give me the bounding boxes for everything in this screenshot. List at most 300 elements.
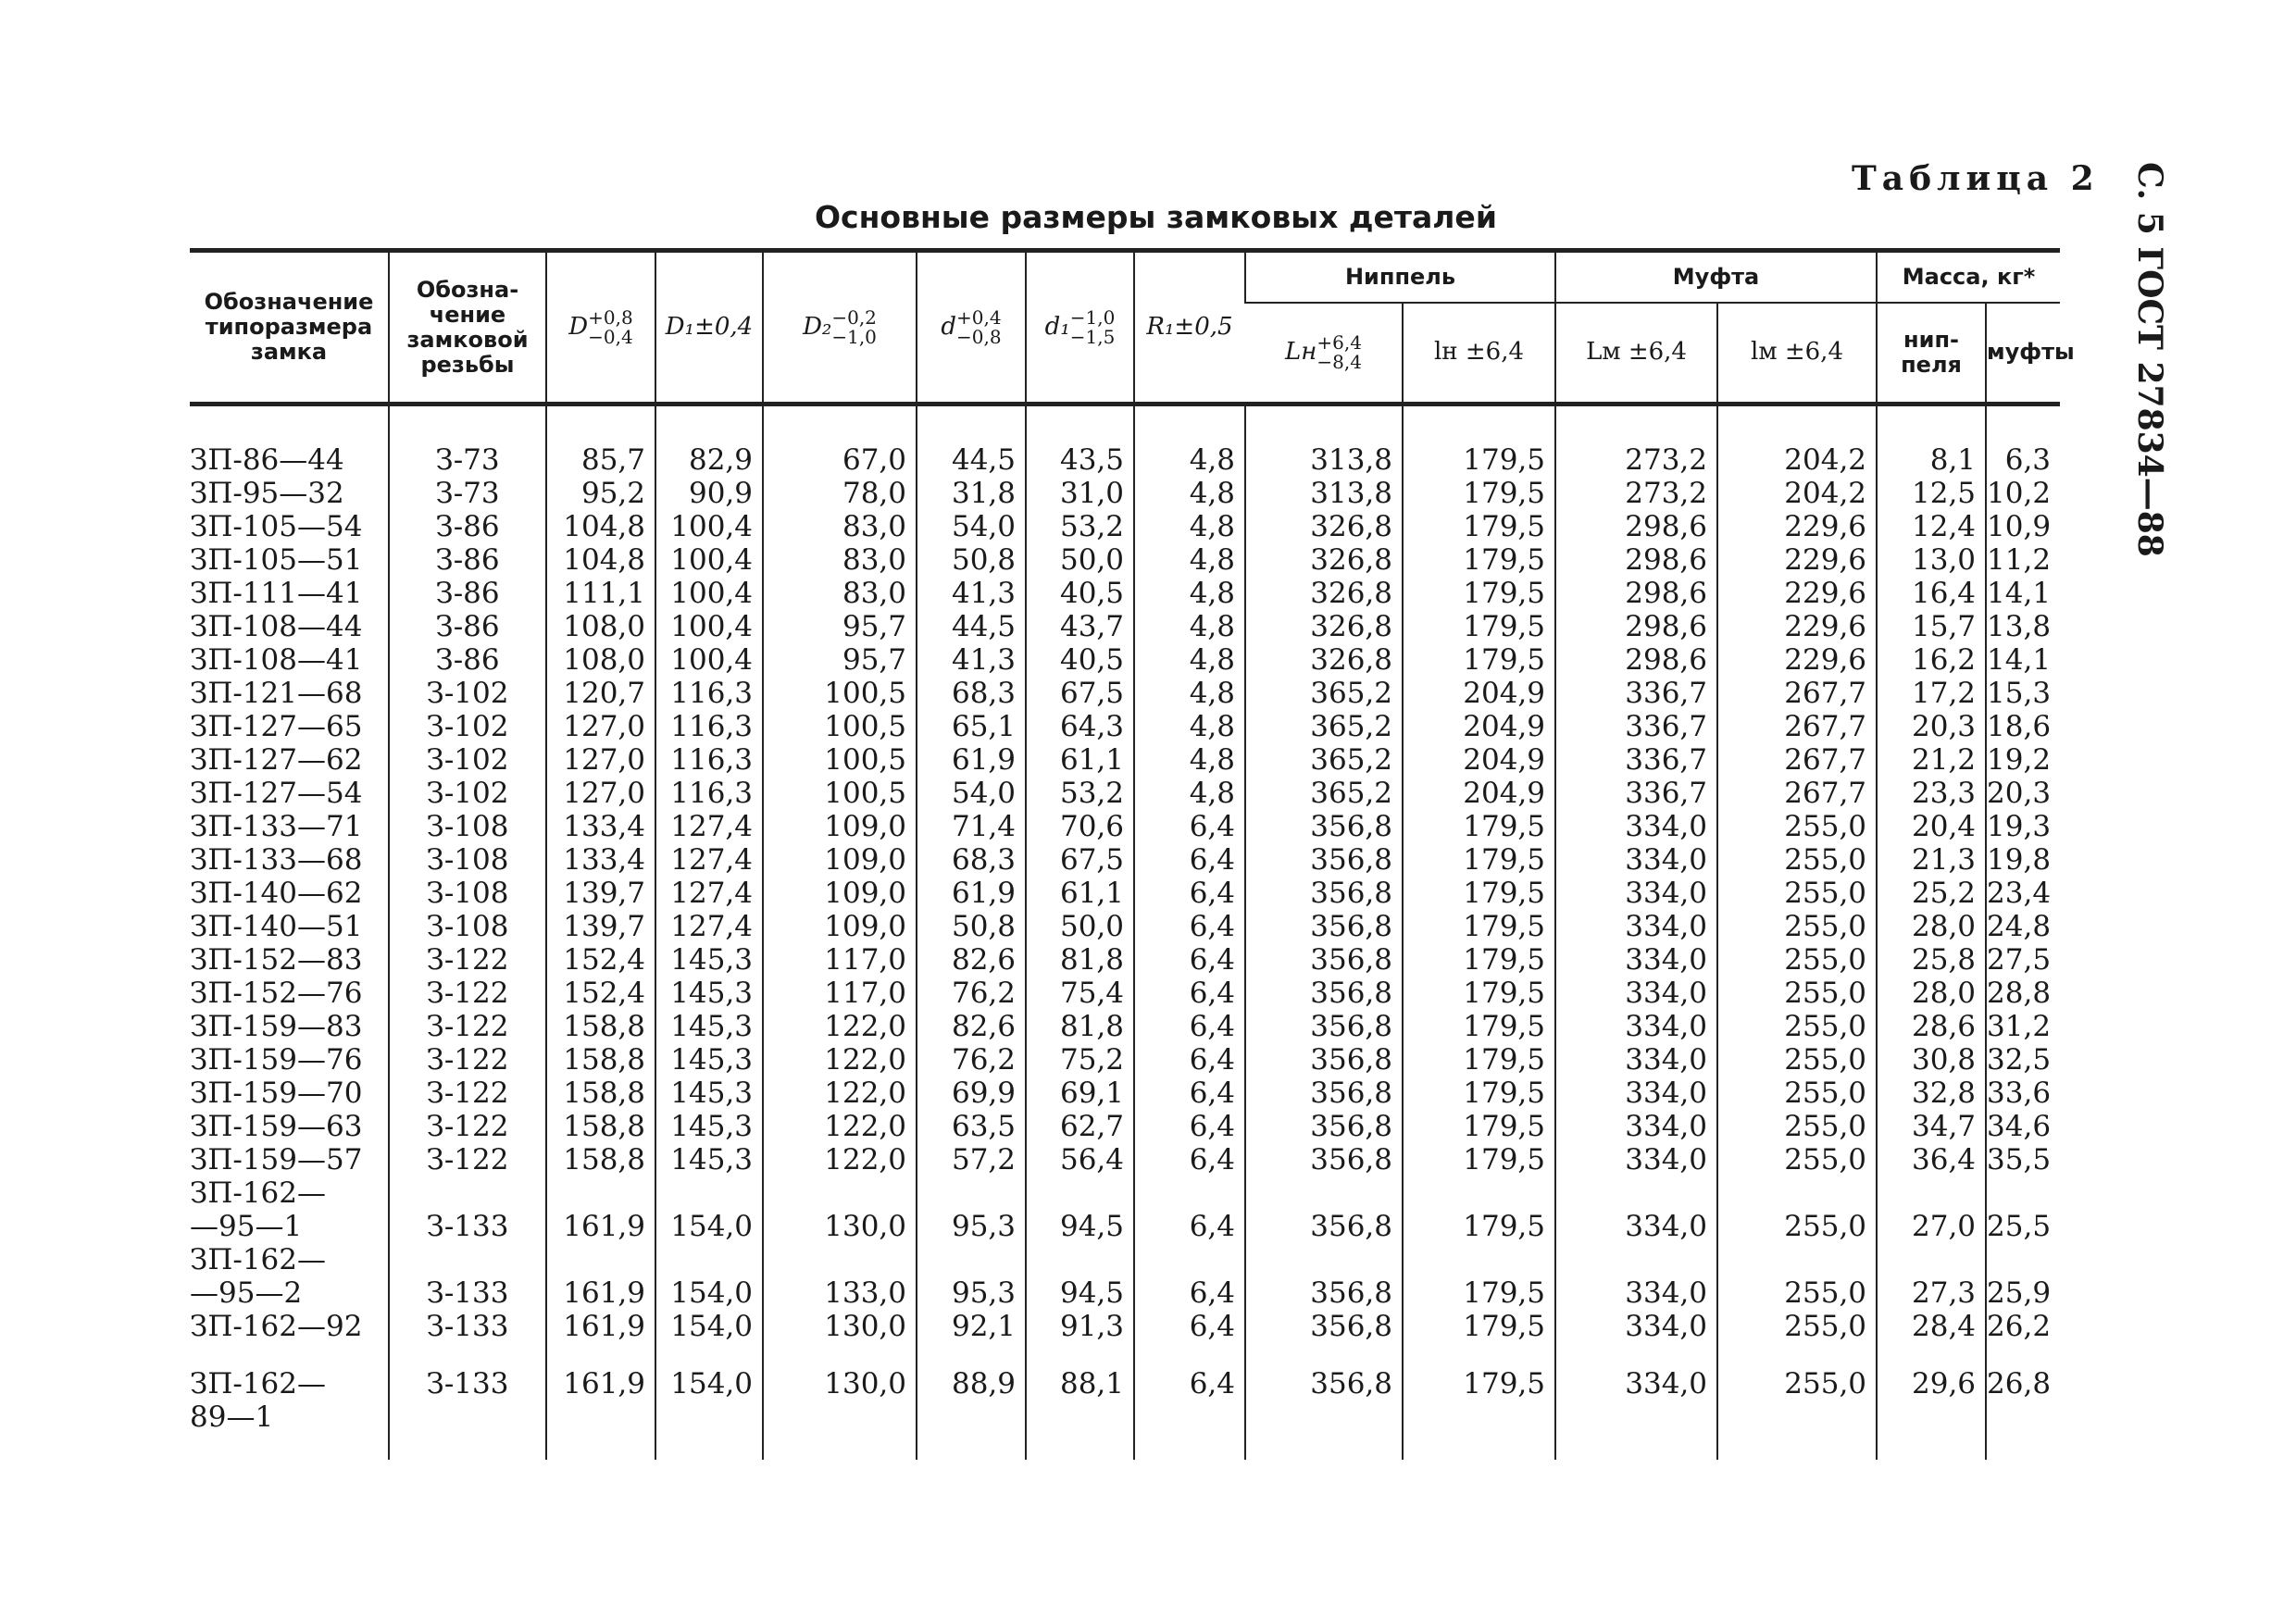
table-cell: 41,3 [917,577,1026,610]
table-cell: 40,5 [1026,643,1134,677]
table-cell: 4,8 [1134,743,1245,777]
table-cell: 179,5 [1403,810,1555,843]
table-cell: 25,8 [1877,943,1986,977]
dimensions-table [190,248,2075,1460]
table-cell: 75,2 [1026,1043,1134,1077]
table-cell: 14,1 [1986,643,2060,677]
table-cell: 334,0 [1555,810,1717,843]
table-cell: 109,0 [763,810,917,843]
table-cell: 53,2 [1026,777,1134,810]
table-cell [1717,404,1877,444]
table-cell: 67,5 [1026,843,1134,877]
table-cell: 179,5 [1403,843,1555,877]
designation-cell [190,1243,389,1310]
spacer-row [190,404,2060,444]
header-Ln: Lн+6,4 −8,4 [1245,303,1403,404]
table-row [190,777,2060,810]
table-cell: 4,8 [1134,543,1245,577]
table-cell: 19,3 [1986,810,2060,843]
table-cell: ЗП-159—70 [190,1077,363,1110]
table-cell: 356,8 [1245,977,1403,1010]
table-cell: 133,4 [546,843,655,877]
table-cell: 36,4 [1877,1143,1986,1176]
table-cell: 158,8 [546,1043,655,1077]
table-cell: 100,5 [763,710,917,743]
table-cell: З-108 [389,910,546,943]
table-cell: 100,5 [763,677,917,710]
table-cell: 356,8 [1245,1243,1403,1310]
table-cell: 4,8 [1134,710,1245,743]
table-cell: 127,4 [655,877,763,910]
table-cell: 356,8 [1245,877,1403,910]
table-row [190,1310,2060,1343]
table-cell: 127,4 [655,843,763,877]
table-cell: 44,5 [917,443,1026,477]
table-cell: 34,7 [1877,1110,1986,1143]
table-cell: 334,0 [1555,1110,1717,1143]
table-cell: 139,7 [546,910,655,943]
table-cell: 76,2 [917,1043,1026,1077]
table-cell: 255,0 [1717,1110,1877,1143]
table-cell: З-133 [389,1243,546,1310]
table-cell: 100,4 [655,577,763,610]
table-cell: З-122 [389,1110,546,1143]
table-cell: 6,4 [1134,1143,1245,1176]
table-cell: 334,0 [1555,1176,1717,1243]
table-cell: 204,9 [1403,777,1555,810]
table-cell: ЗП-108—44 [190,610,363,643]
table-cell: ЗП-121—68 [190,677,363,710]
table-cell: 179,5 [1403,443,1555,477]
table-cell: 100,5 [763,743,917,777]
table-cell: 154,0 [655,1343,763,1460]
table-cell: 83,0 [763,577,917,610]
table-row [190,677,2060,710]
table-cell: 255,0 [1717,910,1877,943]
table-cell: 6,4 [1134,1310,1245,1343]
table-cell: ЗП-105—51 [190,543,363,577]
table-cell: 67,0 [763,443,917,477]
table-cell: 32,8 [1877,1077,1986,1110]
table-cell: 25,2 [1877,877,1986,910]
table-cell: 154,0 [655,1176,763,1243]
table-cell: 229,6 [1717,543,1877,577]
table-cell: 139,7 [546,877,655,910]
table-cell: 18,6 [1986,710,2060,743]
table-cell: З-102 [389,710,546,743]
table-cell: 6,4 [1134,1343,1245,1460]
header-mass-group: Масса, кг* [1877,251,2060,303]
table-cell: 62,7 [1026,1110,1134,1143]
table-cell: ЗП-159—76 [190,1043,363,1077]
table-cell: 23,3 [1877,777,1986,810]
table-cell [1403,404,1555,444]
table-cell: З-108 [389,843,546,877]
table-cell: 25,5 [1986,1176,2060,1243]
table-cell: 25,9 [1986,1243,2060,1310]
table-cell [1245,404,1403,444]
table-row [190,610,2060,643]
table-cell: 326,8 [1245,543,1403,577]
table-cell: ЗП-152—76 [190,977,363,1010]
table-cell: 54,0 [917,777,1026,810]
table-cell: 133,4 [546,810,655,843]
table-row [190,1010,2060,1043]
table-cell: ЗП-105—54 [190,510,363,543]
table-cell: 179,5 [1403,1243,1555,1310]
table-cell: З-122 [389,1077,546,1110]
table-cell: З-86 [389,543,546,577]
table-cell: ЗП-159—83 [190,1010,363,1043]
table-cell: 356,8 [1245,1010,1403,1043]
table-cell: 53,2 [1026,510,1134,543]
table-cell: 204,2 [1717,443,1877,477]
header-ln: lн ±6,4 [1403,303,1555,404]
table-cell: 179,5 [1403,643,1555,677]
table-cell: 4,8 [1134,510,1245,543]
table-cell: 334,0 [1555,943,1717,977]
table-cell: 334,0 [1555,1343,1717,1460]
table-cell: 69,1 [1026,1077,1134,1110]
header-R1: R₁±0,5 [1134,251,1245,404]
table-cell: 255,0 [1717,1043,1877,1077]
table-cell: 41,3 [917,643,1026,677]
table-cell: 88,1 [1026,1343,1134,1460]
table-cell: 229,6 [1717,510,1877,543]
table-cell: 161,9 [546,1176,655,1243]
table-cell: 267,7 [1717,710,1877,743]
table-cell: 267,7 [1717,743,1877,777]
table-cell: 81,8 [1026,943,1134,977]
table-cell: 75,4 [1026,977,1134,1010]
table-cell: 116,3 [655,677,763,710]
table-cell: 145,3 [655,1043,763,1077]
table-cell: 255,0 [1717,1010,1877,1043]
table-cell: 28,4 [1877,1310,1986,1343]
table-cell: 50,0 [1026,543,1134,577]
table-cell: 255,0 [1717,977,1877,1010]
table-cell: 10,9 [1986,510,2060,543]
table-cell: 85,7 [546,443,655,477]
table-cell: 334,0 [1555,843,1717,877]
table-cell: 133,0 [763,1243,917,1310]
table-cell: 61,1 [1026,877,1134,910]
table-cell: 4,8 [1134,443,1245,477]
table-cell: 179,5 [1403,477,1555,510]
table-cell: 116,3 [655,777,763,810]
table-cell: 179,5 [1403,877,1555,910]
table-cell: 179,5 [1403,1310,1555,1343]
table-cell: 179,5 [1403,510,1555,543]
table-cell: З-86 [389,610,546,643]
header-D2: D₂−0,2 −1,0 [763,251,917,404]
table-cell: 111,1 [546,577,655,610]
header-coupling-group: Муфта [1555,251,1877,303]
table-cell: 100,4 [655,543,763,577]
table-cell: 6,4 [1134,1043,1245,1077]
table-cell: 145,3 [655,1010,763,1043]
table-cell: 28,8 [1986,977,2060,1010]
table-row [190,910,2060,943]
table-cell: 326,8 [1245,643,1403,677]
table-cell: 94,5 [1026,1176,1134,1243]
table-cell: 68,3 [917,677,1026,710]
table-cell: 255,0 [1717,843,1877,877]
table-cell: З-122 [389,977,546,1010]
table-cell: 11,2 [1986,543,2060,577]
table-cell: ЗП-127—65 [190,710,363,743]
table-cell: 65,1 [917,710,1026,743]
table-cell: 88,9 [917,1343,1026,1460]
table-cell: 313,8 [1245,477,1403,510]
table-cell: ЗП-127—62 [190,743,363,777]
table-row [190,943,2060,977]
table-cell: 6,4 [1134,1176,1245,1243]
table-cell: ЗП-108—41 [190,643,363,677]
table-cell: 229,6 [1717,577,1877,610]
table-cell: 145,3 [655,943,763,977]
table-row [190,1243,2060,1310]
table-cell: 15,7 [1877,610,1986,643]
table-cell: 127,0 [546,710,655,743]
table-cell: 127,4 [655,910,763,943]
side-header-text: С. 5 ГОСТ 27834—88 [2130,162,2169,557]
table-cell: 356,8 [1245,910,1403,943]
table-cell: 67,5 [1026,677,1134,710]
table-cell: 326,8 [1245,510,1403,543]
table-cell: 32,5 [1986,1043,2060,1077]
table-row [190,1043,2060,1077]
table-cell: 158,8 [546,1010,655,1043]
table-cell: 27,5 [1986,943,2060,977]
table-cell: 179,5 [1403,1010,1555,1043]
table-cell: 54,0 [917,510,1026,543]
table-cell: 6,4 [1134,877,1245,910]
table-cell: 334,0 [1555,1243,1717,1310]
table-cell: 28,0 [1877,910,1986,943]
table-cell: ЗП-111—41 [190,577,363,610]
table-cell: 6,4 [1134,943,1245,977]
table-cell: 313,8 [1245,443,1403,477]
table-row [190,1077,2060,1110]
table-cell: 33,6 [1986,1077,2060,1110]
table-cell: 104,8 [546,510,655,543]
table-cell [190,404,389,444]
table-cell: ЗП-133—68 [190,843,363,877]
table-cell: З-86 [389,510,546,543]
table-cell: 179,5 [1403,1043,1555,1077]
table-cell: 130,0 [763,1310,917,1343]
table-cell: 50,8 [917,543,1026,577]
table-cell: 6,4 [1134,1243,1245,1310]
table-cell: 122,0 [763,1110,917,1143]
table-cell: 255,0 [1717,1143,1877,1176]
table-cell: З-73 [389,477,546,510]
table-cell: З-102 [389,777,546,810]
table-cell: 154,0 [655,1310,763,1343]
table-cell: З-133 [389,1176,546,1243]
table-cell: 95,3 [917,1176,1026,1243]
table-cell: 109,0 [763,843,917,877]
table-cell: 116,3 [655,743,763,777]
table-cell [1555,404,1717,444]
table-cell: 356,8 [1245,943,1403,977]
table-cell: 82,6 [917,943,1026,977]
table-cell: 179,5 [1403,1077,1555,1110]
table-cell: 40,5 [1026,577,1134,610]
designation-line: ЗП-162— [190,1176,326,1210]
table-cell: 6,4 [1134,977,1245,1010]
table-cell: 204,9 [1403,743,1555,777]
table-cell: 365,2 [1245,777,1403,810]
table-cell: 158,8 [546,1110,655,1143]
table-cell: 267,7 [1717,777,1877,810]
table-cell: 127,0 [546,743,655,777]
table-cell: 356,8 [1245,1077,1403,1110]
table-cell: 6,4 [1134,1110,1245,1143]
table-cell: 365,2 [1245,677,1403,710]
table-cell: 23,4 [1986,877,2060,910]
table-cell: 31,8 [917,477,1026,510]
table-cell: 152,4 [546,943,655,977]
table-cell: 334,0 [1555,1010,1717,1043]
table-cell: 365,2 [1245,710,1403,743]
table-cell: 229,6 [1717,610,1877,643]
table-cell: З-122 [389,943,546,977]
table-cell: 109,0 [763,910,917,943]
table-cell: 71,4 [917,810,1026,843]
table-cell: 31,0 [1026,477,1134,510]
table-cell: 44,5 [917,610,1026,643]
table-cell: 95,7 [763,643,917,677]
table-cell: 326,8 [1245,577,1403,610]
designation-line: —95—2 [190,1276,303,1310]
table-cell: 13,0 [1877,543,1986,577]
table-cell: 130,0 [763,1343,917,1460]
table-cell: 122,0 [763,1043,917,1077]
table-cell: 27,3 [1877,1243,1986,1310]
table-cell: З-133 [389,1343,546,1460]
table-cell: 64,3 [1026,710,1134,743]
table-cell: 298,6 [1555,577,1717,610]
table-cell: 179,5 [1403,1176,1555,1243]
table-cell: 179,5 [1403,610,1555,643]
table-cell: 204,9 [1403,710,1555,743]
table-cell: ЗП-140—62 [190,877,363,910]
header-nipple-group: Ниппель [1245,251,1555,303]
table-cell: 104,8 [546,543,655,577]
table-cell [917,404,1026,444]
table-cell: З-122 [389,1010,546,1043]
table-cell: 120,7 [546,677,655,710]
table-cell: 61,9 [917,743,1026,777]
table-cell: 356,8 [1245,810,1403,843]
table-row [190,1143,2060,1176]
table-cell: 21,3 [1877,843,1986,877]
table-cell: 161,9 [546,1343,655,1460]
table-cell: 145,3 [655,977,763,1010]
table-cell: 229,6 [1717,643,1877,677]
table-cell: 109,0 [763,877,917,910]
table-cell: 334,0 [1555,877,1717,910]
table-cell: 100,4 [655,610,763,643]
table-cell: 356,8 [1245,1143,1403,1176]
table-row [190,1343,2060,1460]
table-header [190,251,2075,404]
table-cell: ЗП-152—83 [190,943,363,977]
table-cell: 179,5 [1403,943,1555,977]
table-cell: 273,2 [1555,443,1717,477]
table-cell: 29,6 [1877,1343,1986,1460]
table-cell: 100,5 [763,777,917,810]
side-page-header [2122,162,2177,557]
table-cell: 179,5 [1403,1143,1555,1176]
table-cell: 179,5 [1403,1343,1555,1460]
table-cell: 6,3 [1986,443,2060,477]
table-cell: 127,0 [546,777,655,810]
table-cell: 50,0 [1026,910,1134,943]
table-cell: ЗП-140—51 [190,910,363,943]
table-cell: 298,6 [1555,510,1717,543]
table-cell: ЗП-127—54 [190,777,363,810]
table-cell: 50,8 [917,910,1026,943]
table-cell: 83,0 [763,543,917,577]
table-cell: 10,2 [1986,477,2060,510]
header-D1: D₁±0,4 [655,251,763,404]
table-cell: 255,0 [1717,1343,1877,1460]
table-cell: 255,0 [1717,943,1877,977]
table-cell: 17,2 [1877,677,1986,710]
table-cell: 6,4 [1134,1010,1245,1043]
header-designation: Обозначение типоразмера замка [190,251,389,404]
table-cell: 35,5 [1986,1143,2060,1176]
designation-line: 89—1 [190,1400,274,1434]
table-cell: 6,4 [1134,1077,1245,1110]
table-cell: 34,6 [1986,1110,2060,1143]
header-mass-nipple: нип- пеля [1877,303,1986,404]
table-cell [1026,404,1134,444]
table-cell: 28,6 [1877,1010,1986,1043]
table-cell: 298,6 [1555,543,1717,577]
table-cell: 336,7 [1555,743,1717,777]
table-cell: 26,8 [1986,1343,2060,1460]
table-cell: 20,3 [1877,710,1986,743]
table-cell: 179,5 [1403,977,1555,1010]
table-row [190,643,2060,677]
table-cell: З-133 [389,1310,546,1343]
table-cell: 356,8 [1245,1176,1403,1243]
table-cell: 161,9 [546,1243,655,1310]
table-cell: 145,3 [655,1143,763,1176]
table-row [190,843,2060,877]
header-d: d+0,4 −0,8 [917,251,1026,404]
table-cell: 108,0 [546,643,655,677]
table-cell: 334,0 [1555,1143,1717,1176]
table-cell [1134,404,1245,444]
table-cell: 336,7 [1555,777,1717,810]
table-cell [1877,404,1986,444]
table-cell: 145,3 [655,1077,763,1110]
table-cell [1986,404,2060,444]
table-cell: 61,9 [917,877,1026,910]
table-cell: 365,2 [1245,743,1403,777]
table-cell: 95,2 [546,477,655,510]
table-cell: 4,8 [1134,677,1245,710]
table-cell: 92,1 [917,1310,1026,1343]
table-cell: 158,8 [546,1143,655,1176]
table-cell: 122,0 [763,1143,917,1176]
table-body [190,404,2060,1461]
